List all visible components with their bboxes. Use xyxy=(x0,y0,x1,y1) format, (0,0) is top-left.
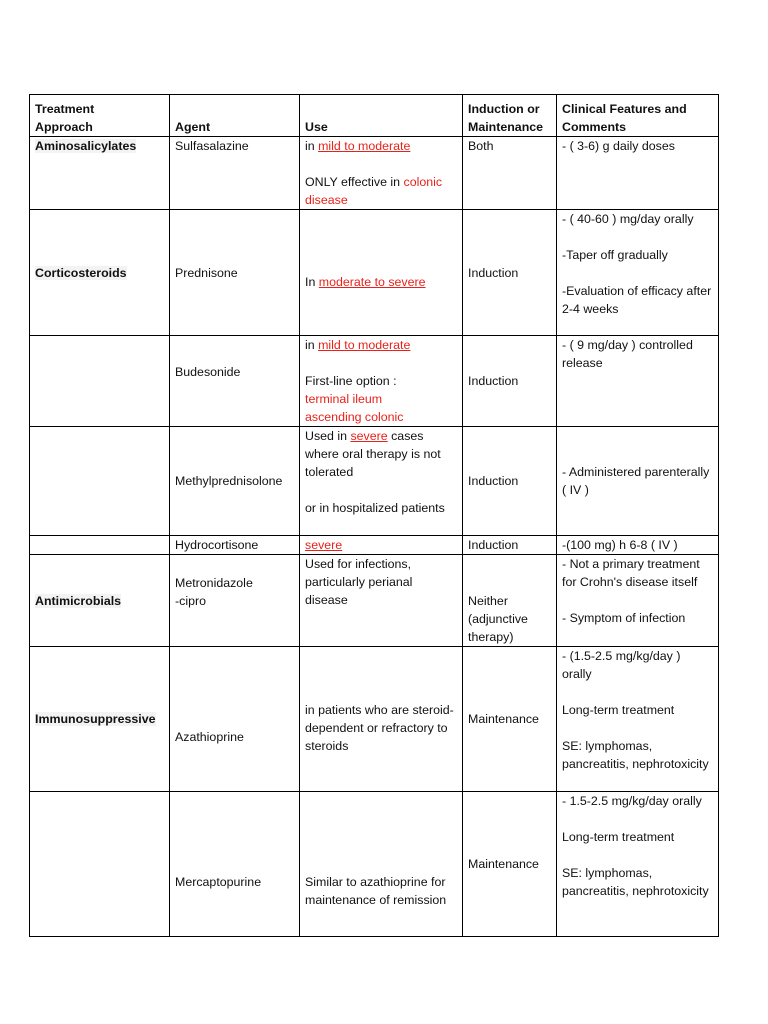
approach-cell: Antimicrobials xyxy=(30,555,170,647)
clinical-cell: - Not a primary treatment for Crohn's disease itself - Symptom of infection xyxy=(557,555,719,647)
use-cell: Used in severe cases where oral therapy is not tolerated or in hospitalized patients xyxy=(300,427,463,536)
induction-cell: Induction xyxy=(463,536,557,555)
header-approach: Treatment Approach xyxy=(30,95,170,137)
use-cell: in mild to moderate First-line option : terminal ileum ascending colonic xyxy=(300,336,463,427)
table-row xyxy=(30,555,719,647)
header-agent: Agent xyxy=(170,95,300,137)
induction-cell: Induction xyxy=(463,336,557,427)
use-cell: In moderate to severe xyxy=(300,210,463,336)
clinical-cell: - (1.5-2.5 mg/kg/day ) orally Long-term treatment SE: lymphomas, pancreatitis, nephrotoxicity xyxy=(557,647,719,792)
induction-cell: Neither (adjunctive therapy) xyxy=(463,555,557,647)
table-row xyxy=(30,792,719,937)
induction-cell: Maintenance xyxy=(463,647,557,792)
agent-cell: Azathioprine xyxy=(170,647,300,792)
header-row xyxy=(30,95,719,137)
approach-cell xyxy=(30,792,170,937)
clinical-cell: - ( 3-6) g daily doses xyxy=(557,137,719,210)
table-row xyxy=(30,336,719,427)
agent-cell: Mercaptopurine xyxy=(170,792,300,937)
clinical-cell: - ( 40-60 ) mg/day orally -Taper off gradually -Evaluation of efficacy after 2-4 weeks xyxy=(557,210,719,336)
header-use: Use xyxy=(300,95,463,137)
agent-cell: Metronidazole -cipro xyxy=(170,555,300,647)
header-clinical: Clinical Features and Comments xyxy=(557,95,719,137)
approach-cell: Corticosteroids xyxy=(30,210,170,336)
table-row xyxy=(30,210,719,336)
agent-cell: Hydrocortisone xyxy=(170,536,300,555)
induction-cell: Induction xyxy=(463,427,557,536)
table-row xyxy=(30,536,719,555)
clinical-cell: -(100 mg) h 6-8 ( IV ) xyxy=(557,536,719,555)
agent-cell: Prednisone xyxy=(170,210,300,336)
approach-cell: Immunosuppressive xyxy=(30,647,170,792)
agent-cell: Sulfasalazine xyxy=(170,137,300,210)
agent-cell: Methylprednisolone xyxy=(170,427,300,536)
induction-cell: Maintenance xyxy=(463,792,557,937)
table-row xyxy=(30,647,719,792)
induction-cell: Induction xyxy=(463,210,557,336)
use-cell: in patients who are steroid-dependent or refractory to steroids xyxy=(300,647,463,792)
header-induction: Induction or Maintenance xyxy=(463,95,557,137)
table-row xyxy=(30,427,719,536)
table-row xyxy=(30,137,719,210)
approach-cell xyxy=(30,427,170,536)
treatment-table xyxy=(29,94,719,937)
induction-cell: Both xyxy=(463,137,557,210)
use-cell: Similar to azathioprine for maintenance of remission xyxy=(300,792,463,937)
clinical-cell: - Administered parenterally ( IV ) xyxy=(557,427,719,536)
clinical-cell: - 1.5-2.5 mg/kg/day orally Long-term treatment SE: lymphomas, pancreatitis, nephrotoxicity xyxy=(557,792,719,937)
approach-cell xyxy=(30,536,170,555)
approach-cell: Aminosalicylates xyxy=(30,137,170,210)
use-cell: in mild to moderate ONLY effective in colonic disease xyxy=(300,137,463,210)
use-cell: severe xyxy=(300,536,463,555)
use-cell: Used for infections, particularly perianal disease xyxy=(300,555,463,647)
clinical-cell: - ( 9 mg/day ) controlled release xyxy=(557,336,719,427)
approach-cell xyxy=(30,336,170,427)
agent-cell: Budesonide xyxy=(170,336,300,427)
